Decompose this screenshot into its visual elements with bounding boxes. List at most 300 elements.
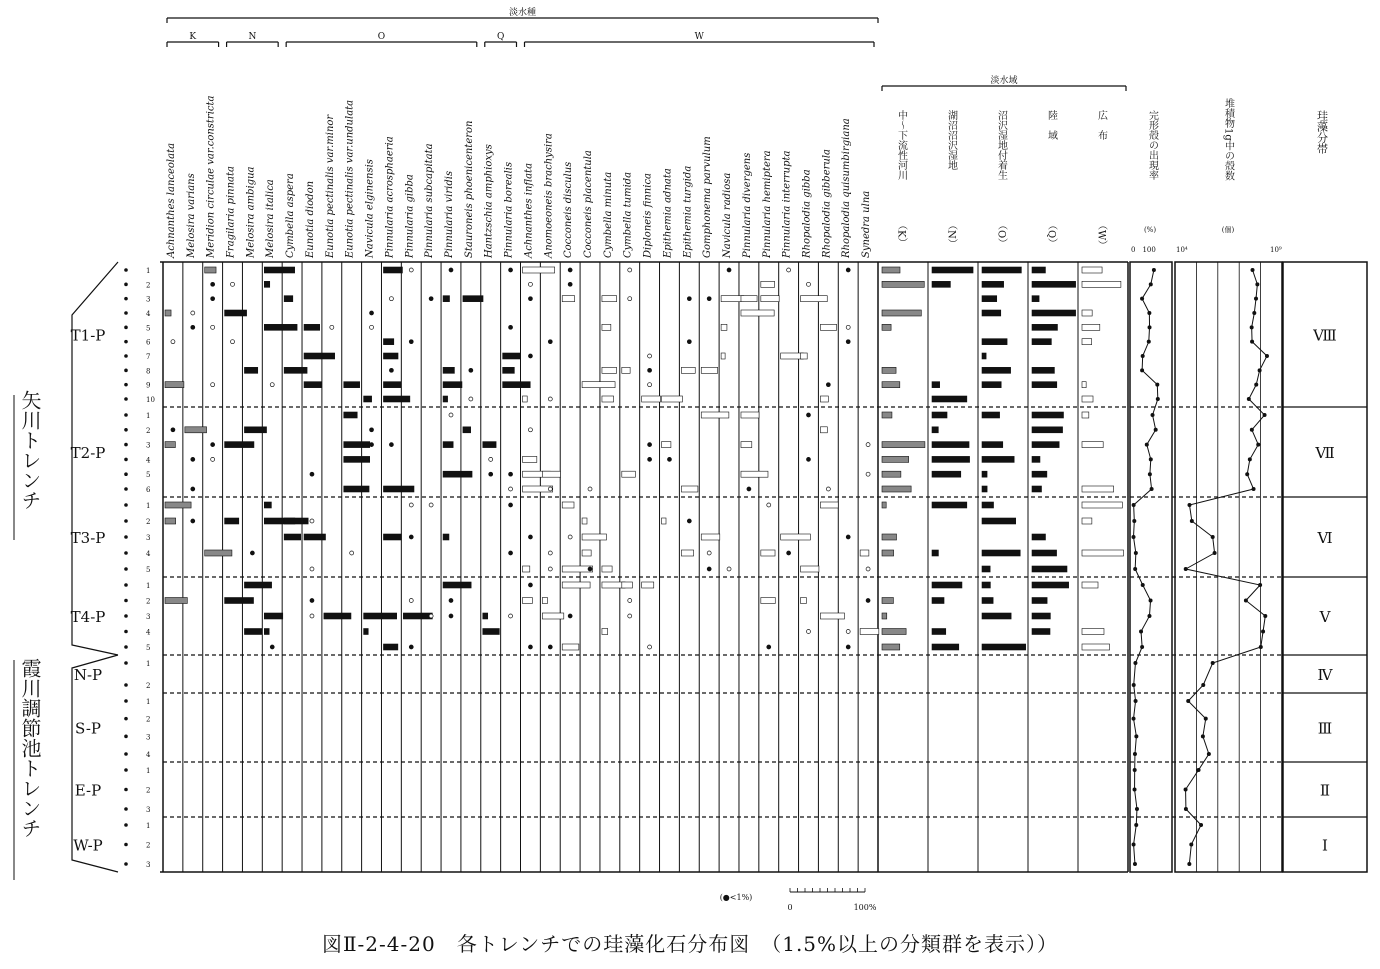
minor-occurrence-marker xyxy=(747,487,751,491)
minor-occurrence-marker xyxy=(389,368,393,372)
taxon-name-label: Fragilaria pinnata xyxy=(225,166,237,258)
abundance-bar xyxy=(523,566,530,572)
minor-occurrence-marker xyxy=(866,567,870,571)
abundance-bar xyxy=(503,353,521,359)
abundance-bar xyxy=(562,296,574,302)
abundance-bar xyxy=(801,566,819,572)
habitat-bar xyxy=(1082,412,1089,418)
habitat-bar xyxy=(1032,412,1063,418)
habitat-bar xyxy=(982,598,993,604)
minor-occurrence-marker xyxy=(528,297,532,301)
sample-dot xyxy=(124,843,128,847)
habitat-bar xyxy=(882,442,925,448)
sample-number: 2 xyxy=(146,841,151,850)
abundance-bar xyxy=(523,267,555,273)
abundance-bar xyxy=(721,324,727,330)
abundance-bar xyxy=(264,629,269,635)
habitat-bar xyxy=(882,613,887,619)
abundance-bar xyxy=(324,613,351,619)
completeness-unit: (%) xyxy=(1143,226,1157,234)
taxon-name-label: Hantzschia amphioxys xyxy=(483,144,495,258)
abundance-bar xyxy=(860,629,879,635)
habitat-bar xyxy=(982,456,1014,462)
minor-occurrence-marker xyxy=(350,551,354,555)
minor-occurrence-marker xyxy=(509,487,513,491)
habitat-bar xyxy=(882,456,909,462)
abundance-bar xyxy=(443,367,454,373)
minor-occurrence-marker xyxy=(846,340,850,344)
sample-number: 1 xyxy=(146,698,151,706)
minor-occurrence-marker xyxy=(211,383,215,387)
minor-occurrence-marker xyxy=(469,368,473,372)
minor-occurrence-marker xyxy=(846,645,850,649)
sample-number: 4 xyxy=(146,456,151,465)
taxon-name-label: Melosira ambigua xyxy=(245,166,257,258)
habitat-bar xyxy=(982,296,997,302)
abundance-bar xyxy=(562,644,579,650)
valve-count-axis-max: 10⁹ xyxy=(1270,246,1282,254)
habitat-bar xyxy=(882,310,921,316)
habitat-bar xyxy=(932,502,967,508)
minor-occurrence-marker xyxy=(628,268,632,272)
abundance-bar xyxy=(304,324,320,330)
abundance-bar xyxy=(602,629,608,635)
sample-name-label: E-P xyxy=(74,781,102,800)
habitat-bar xyxy=(1082,644,1110,650)
abundance-bar xyxy=(383,486,414,492)
habitat-bar xyxy=(1032,534,1045,540)
minor-occurrence-marker xyxy=(231,282,235,286)
taxon-name-label: Epithemia adnata xyxy=(662,168,674,258)
habitat-bar xyxy=(1032,267,1045,273)
abundance-bar xyxy=(483,442,496,448)
minor-occurrence-marker xyxy=(767,645,771,649)
sample-number: 8 xyxy=(146,367,151,376)
habitat-bar xyxy=(1082,310,1092,316)
abundance-bar xyxy=(582,534,606,540)
abundance-bar xyxy=(364,396,372,402)
abundance-bar xyxy=(721,296,744,302)
completeness-line xyxy=(1133,270,1157,864)
minor-occurrence-marker xyxy=(707,297,711,301)
sample-dot xyxy=(124,551,128,555)
habitat-bar xyxy=(982,339,1007,345)
abundance-bar xyxy=(741,296,757,302)
minor-occurrence-marker xyxy=(866,472,870,476)
minor-occurrence-marker xyxy=(370,428,374,432)
habitat-bar xyxy=(932,281,950,287)
habitat-header-label: 広 布 xyxy=(1095,110,1107,140)
abundance-bar xyxy=(483,613,488,619)
abundance-bar xyxy=(165,310,171,316)
sample-dot xyxy=(124,535,128,539)
taxon-name-label: Epithemia turgida xyxy=(682,165,694,258)
sample-number: 3 xyxy=(146,441,151,450)
taxon-name-label: Pinnularia borealis xyxy=(503,161,515,258)
habitat-bar xyxy=(1082,267,1102,273)
abundance-bar xyxy=(860,550,869,556)
habitat-bar xyxy=(932,629,946,635)
sample-dot xyxy=(124,661,128,665)
abundance-bar xyxy=(205,550,232,556)
sample-number: 4 xyxy=(146,751,151,759)
minor-occurrence-marker xyxy=(509,614,513,618)
sample-number: 7 xyxy=(146,353,151,361)
minor-occurrence-marker xyxy=(370,311,374,315)
taxon-name-label: Cocconeis disculus xyxy=(563,161,575,258)
taxon-name-label: Gomphonema parvulum xyxy=(702,136,714,258)
zone-label: Ⅴ xyxy=(1319,608,1331,626)
minor-occurrence-marker xyxy=(846,268,850,272)
sample-dot xyxy=(124,297,128,301)
abundance-bar xyxy=(264,502,271,508)
taxon-name-label: Cymbella minuta xyxy=(602,171,614,258)
sample-number: 4 xyxy=(146,310,151,318)
taxon-name-label: Pinnularia interrupta xyxy=(781,150,793,258)
taxon-name-label: Rhopalodia gibberula xyxy=(821,148,833,258)
habitat-bar xyxy=(882,471,901,477)
habitat-bar xyxy=(982,502,994,508)
minor-occurrence-marker xyxy=(310,567,314,571)
taxon-name-label: Cymbella tumida xyxy=(622,171,634,258)
taxon-name-label: Pinnularia viridis xyxy=(443,170,455,258)
minor-occurrence-marker xyxy=(171,340,175,344)
sample-dot xyxy=(124,614,128,618)
habitat-bar xyxy=(982,518,1016,524)
taxon-name-label: Anomoeoneis brachysira xyxy=(543,133,555,258)
minor-occurrence-marker xyxy=(568,614,572,618)
sample-dot xyxy=(124,458,128,462)
taxon-name-label: Pinnularia acrosphaeria xyxy=(384,136,396,258)
habitat-header-code: （K） xyxy=(895,220,907,248)
sample-number: 4 xyxy=(146,628,151,637)
abundance-bar xyxy=(701,412,729,418)
habitat-header-code: （O） xyxy=(995,220,1007,249)
sample-name-label: T2-P xyxy=(70,444,106,462)
minor-occurrence-marker xyxy=(211,457,215,461)
abundance-bar xyxy=(662,396,683,402)
habitat-bar xyxy=(932,267,973,273)
minor-occurrence-marker xyxy=(509,268,513,272)
freshwater-habitat-bracket-label: 淡水域 xyxy=(990,76,1018,86)
abundance-bar xyxy=(761,281,775,287)
abundance-bar xyxy=(741,442,752,448)
abundance-bar xyxy=(304,353,335,359)
freshwater-species-bracket-label: 淡水種 xyxy=(508,8,537,18)
taxon-name-label: Eunotia diodon xyxy=(304,180,316,258)
legend-dot-note: (●<1%) xyxy=(719,893,753,902)
habitat-bar xyxy=(932,382,940,388)
abundance-bar xyxy=(443,296,449,302)
abundance-bar xyxy=(602,396,614,402)
minor-occurrence-marker xyxy=(806,630,810,634)
sample-number: 4 xyxy=(146,550,151,558)
sample-number: 1 xyxy=(146,822,151,830)
minor-occurrence-marker xyxy=(489,472,493,476)
sample-name-label: W-P xyxy=(73,836,103,855)
sample-name-label: T4-P xyxy=(70,608,106,626)
abundance-bar xyxy=(165,442,175,448)
sample-dot xyxy=(124,752,128,756)
minor-occurrence-marker xyxy=(211,297,215,301)
habitat-bar xyxy=(982,412,1000,418)
minor-occurrence-marker xyxy=(826,383,830,387)
minor-occurrence-marker xyxy=(489,457,493,461)
minor-occurrence-marker xyxy=(191,457,195,461)
abundance-bar xyxy=(602,296,617,302)
abundance-bar xyxy=(761,598,775,604)
abundance-bar xyxy=(165,518,176,524)
sample-dot xyxy=(124,823,128,827)
abundance-bar xyxy=(582,518,587,524)
abundance-bar xyxy=(244,582,271,588)
abundance-bar xyxy=(622,471,636,477)
abundance-bar xyxy=(602,324,611,330)
sample-name-label: T1-P xyxy=(70,326,106,345)
minor-occurrence-marker xyxy=(409,645,413,649)
abundance-bar xyxy=(264,613,282,619)
abundance-bar xyxy=(443,442,453,448)
zone-header: 珪藻分帯 xyxy=(1315,110,1329,154)
minor-occurrence-marker xyxy=(191,325,195,329)
abundance-bar xyxy=(383,382,401,388)
minor-occurrence-marker xyxy=(429,614,433,618)
abundance-bar xyxy=(225,518,239,524)
habitat-bar xyxy=(932,396,967,402)
habitat-header-label: 沼沢湿地付着生 xyxy=(995,110,1007,180)
sample-dot xyxy=(124,683,128,687)
habitat-bar xyxy=(882,534,897,540)
abundance-bar xyxy=(820,502,838,508)
minor-occurrence-marker xyxy=(528,282,532,286)
abundance-bar xyxy=(383,644,397,650)
abundance-bar xyxy=(463,296,483,302)
abundance-bar xyxy=(344,382,360,388)
habitat-bar xyxy=(1082,550,1123,556)
sample-number: 3 xyxy=(146,733,151,742)
habitat-bar xyxy=(1032,382,1057,388)
abundance-bar xyxy=(642,582,654,588)
minor-occurrence-marker xyxy=(449,614,453,618)
minor-occurrence-marker xyxy=(707,551,711,555)
abundance-bar xyxy=(701,367,717,373)
habitat-bar xyxy=(1082,442,1103,448)
taxon-name-label: Rhopalodia gibba xyxy=(801,169,813,258)
habitat-bar xyxy=(1032,566,1067,572)
sample-number: 5 xyxy=(146,471,151,480)
sample-dot xyxy=(124,583,128,587)
sample-dot xyxy=(124,397,128,401)
sample-dot xyxy=(124,369,128,373)
taxon-name-label: Synedra ulna xyxy=(861,190,873,258)
sample-number: 2 xyxy=(146,518,151,526)
habitat-bar xyxy=(982,367,1011,373)
sample-dot xyxy=(124,472,128,476)
taxon-name-label: Cymbella aspera xyxy=(285,173,297,258)
taxon-name-label: Pinnularia gibba xyxy=(404,174,416,258)
abundance-bar xyxy=(523,396,528,402)
minor-occurrence-marker xyxy=(687,297,691,301)
abundance-bar xyxy=(344,456,370,462)
habitat-bar xyxy=(1082,629,1104,635)
minor-occurrence-marker xyxy=(389,443,393,447)
habitat-bar xyxy=(982,310,1001,316)
abundance-bar xyxy=(542,613,563,619)
minor-occurrence-marker xyxy=(409,340,413,344)
minor-occurrence-marker xyxy=(568,535,572,539)
abundance-bar xyxy=(284,367,307,373)
valve-count-line xyxy=(1186,270,1267,864)
abundance-bar xyxy=(781,534,811,540)
abundance-bar xyxy=(741,310,774,316)
minor-occurrence-marker xyxy=(509,503,513,507)
abundance-bar xyxy=(443,396,448,402)
abundance-bar xyxy=(264,267,294,273)
minor-occurrence-marker xyxy=(409,599,413,603)
abundance-bar xyxy=(602,566,612,572)
minor-occurrence-marker xyxy=(330,325,334,329)
minor-occurrence-marker xyxy=(687,519,691,523)
minor-occurrence-marker xyxy=(568,282,572,286)
abundance-bar xyxy=(185,427,207,433)
habitat-bar xyxy=(882,629,906,635)
abundance-bar xyxy=(205,267,216,273)
legend-scale-min: 0 xyxy=(787,903,793,912)
completeness-axis: 0 100 xyxy=(1131,246,1156,254)
taxon-name-label: Cocconeis placentula xyxy=(583,150,595,258)
taxon-name-label: Achnanthes inflata xyxy=(523,162,535,258)
abundance-bar xyxy=(304,382,322,388)
habitat-bar xyxy=(1032,324,1057,330)
minor-occurrence-marker xyxy=(191,519,195,523)
abundance-bar xyxy=(443,382,462,388)
minor-occurrence-marker xyxy=(211,282,215,286)
sample-name-label: N-P xyxy=(73,666,103,684)
minor-occurrence-marker xyxy=(687,340,691,344)
abundance-bar xyxy=(801,353,808,359)
minor-occurrence-marker xyxy=(588,567,592,571)
sample-dot xyxy=(124,862,128,866)
abundance-bar xyxy=(165,382,184,388)
abundance-bar xyxy=(681,486,698,492)
abundance-bar xyxy=(820,613,844,619)
habitat-bar xyxy=(1032,367,1054,373)
valve-count-unit: (個) xyxy=(1221,226,1235,234)
minor-occurrence-marker xyxy=(548,551,552,555)
minor-occurrence-marker xyxy=(806,413,810,417)
abundance-bar xyxy=(820,396,828,402)
minor-occurrence-marker xyxy=(548,340,552,344)
valve-count-header: 堆積物1g中の殻数 xyxy=(1222,98,1234,181)
habitat-bar xyxy=(982,644,1026,650)
sample-number: 1 xyxy=(146,767,151,775)
minor-occurrence-marker xyxy=(866,599,870,603)
abundance-bar xyxy=(264,281,269,287)
minor-occurrence-marker xyxy=(648,354,652,358)
habitat-header-code: （N） xyxy=(945,220,957,249)
habitat-header-label: 湖沼沼沢湿地 xyxy=(945,110,957,170)
abundance-bar xyxy=(383,339,393,345)
habitat-bar xyxy=(1032,339,1051,345)
figure-caption: 図Ⅱ-2-4-20 各トレンチでの珪藻化石分布図 （1.5%以上の分類群を表示）） xyxy=(321,932,1059,956)
habitat-bar xyxy=(1082,582,1098,588)
sample-dot xyxy=(124,413,128,417)
minor-occurrence-marker xyxy=(787,268,791,272)
minor-occurrence-marker xyxy=(787,551,791,555)
minor-occurrence-marker xyxy=(648,443,652,447)
habitat-bar xyxy=(1032,296,1039,302)
minor-occurrence-marker xyxy=(231,340,235,344)
abundance-bar xyxy=(622,582,633,588)
sample-dot xyxy=(124,735,128,739)
sample-dot xyxy=(124,487,128,491)
habitat-header-code: （W） xyxy=(1095,220,1107,251)
abundance-bar xyxy=(820,427,827,433)
sample-name-label: T3-P xyxy=(70,529,106,547)
abundance-bar xyxy=(542,471,560,477)
completeness-header: 完形殻の出現率 xyxy=(1146,110,1158,180)
habitat-bar xyxy=(882,412,892,418)
sample-dot xyxy=(124,788,128,792)
abundance-bar xyxy=(523,456,537,462)
abundance-bar xyxy=(304,534,325,540)
valve-count-axis-min: 10⁴ xyxy=(1176,246,1188,254)
sample-number: 5 xyxy=(146,566,151,574)
sample-number: 3 xyxy=(146,295,151,304)
abundance-bar xyxy=(761,550,775,556)
abundance-bar xyxy=(741,412,759,418)
abundance-bar xyxy=(344,412,357,418)
sample-dot xyxy=(124,443,128,447)
zone-label: Ⅲ xyxy=(1317,719,1333,738)
minor-occurrence-marker xyxy=(528,583,532,587)
abundance-bar xyxy=(443,534,449,540)
minor-occurrence-marker xyxy=(548,645,552,649)
habitat-bar xyxy=(1082,382,1086,388)
habitat-bar xyxy=(882,324,891,330)
completeness-frame xyxy=(1130,262,1172,872)
habitat-header-label: 陸 域 xyxy=(1045,110,1057,140)
habitat-bar xyxy=(932,471,961,477)
abundance-bar xyxy=(225,310,247,316)
abundance-bar xyxy=(383,396,409,402)
abundance-bar xyxy=(225,442,254,448)
habitat-bar xyxy=(932,456,970,462)
minor-occurrence-marker xyxy=(409,503,413,507)
habitat-bar xyxy=(1032,598,1047,604)
minor-occurrence-marker xyxy=(469,397,473,401)
sample-name-label: S-P xyxy=(75,719,101,738)
minor-occurrence-marker xyxy=(727,268,731,272)
minor-occurrence-marker xyxy=(648,383,652,387)
minor-occurrence-marker xyxy=(648,368,652,372)
sample-number: 3 xyxy=(146,861,151,869)
habitat-bar xyxy=(1082,339,1092,345)
abundance-bar xyxy=(622,367,630,373)
habitat-bar xyxy=(1032,310,1076,316)
abundance-bar xyxy=(244,367,257,373)
habitat-bar xyxy=(1082,486,1114,492)
sample-number: 2 xyxy=(146,715,151,724)
abundance-bar xyxy=(165,502,191,508)
habitat-bar xyxy=(882,267,900,273)
habitat-bar xyxy=(982,442,1003,448)
habitat-bar xyxy=(1032,442,1059,448)
kasumigawa-trench-label: 霞川調節池トレンチ xyxy=(18,658,42,838)
habitat-bar xyxy=(1032,613,1050,619)
sample-dot xyxy=(124,630,128,634)
abundance-bar xyxy=(820,324,836,330)
